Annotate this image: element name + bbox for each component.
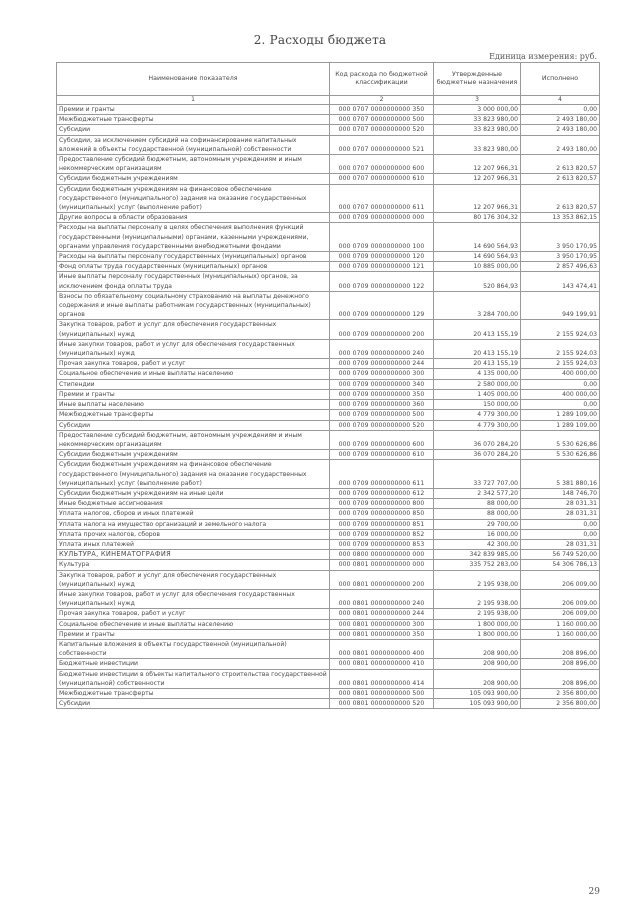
table-row <box>57 688 600 698</box>
table-row <box>57 262 600 272</box>
table-row <box>57 379 600 389</box>
row-name-cell: Бюджетные инвестиции <box>57 659 330 669</box>
row-executed-cell: 28 031,31 <box>521 539 600 549</box>
table-row <box>57 105 600 115</box>
table-header-row <box>57 63 600 96</box>
table-row <box>57 389 600 399</box>
row-name-cell: Иные выплаты населению <box>57 400 330 410</box>
row-approved-cell: 4 135 000,00 <box>434 369 521 379</box>
page-number: 29 <box>588 887 600 897</box>
row-code-cell: 000 0801 0000000000 410 <box>330 659 434 669</box>
table-row <box>57 639 600 658</box>
row-executed-cell: 2 613 820,57 <box>521 174 600 184</box>
row-executed-cell: 0,00 <box>521 105 600 115</box>
row-executed-cell: 143 474,41 <box>521 272 600 291</box>
row-approved-cell: 10 885 000,00 <box>434 262 521 272</box>
row-code-cell: 000 0709 0000000000 240 <box>330 339 434 358</box>
row-approved-cell: 520 864,93 <box>434 272 521 291</box>
row-name-cell: Прочая закупка товаров, работ и услуг <box>57 359 330 369</box>
row-executed-cell: 1 160 000,00 <box>521 619 600 629</box>
row-approved-cell: 36 070 284,20 <box>434 430 521 449</box>
table-row <box>57 450 600 460</box>
row-executed-cell: 28 031,31 <box>521 509 600 519</box>
table-row <box>57 669 600 688</box>
row-executed-cell: 206 009,00 <box>521 570 600 589</box>
table-row <box>57 339 600 358</box>
row-approved-cell: 1 800 000,00 <box>434 629 521 639</box>
row-code-cell: 000 0709 0000000000 100 <box>330 223 434 252</box>
row-code-cell: 000 0801 0000000000 240 <box>330 589 434 608</box>
row-approved-cell: 335 752 283,00 <box>434 560 521 570</box>
row-executed-cell: 949 199,91 <box>521 291 600 320</box>
row-executed-cell: 400 000,00 <box>521 389 600 399</box>
row-name-cell: Взносы по обязательному социальному страхованию на выплаты денежного содержания и иные выплаты работникам государственных (муниципальных) органов <box>57 291 330 320</box>
table-row <box>57 369 600 379</box>
row-executed-cell: 208 896,00 <box>521 669 600 688</box>
row-approved-cell: 208 900,00 <box>434 639 521 658</box>
row-approved-cell: 208 900,00 <box>434 659 521 669</box>
row-code-cell: 000 0801 0000000000 200 <box>330 570 434 589</box>
row-approved-cell: 1 800 000,00 <box>434 619 521 629</box>
row-name-cell: Предоставление субсидий бюджетным, автономным учреждениям и иным некоммерческим организациям <box>57 155 330 174</box>
row-executed-cell: 5 530 626,86 <box>521 450 600 460</box>
row-approved-cell: 14 690 564,93 <box>434 252 521 262</box>
row-name-cell: Капитальные вложения в объекты государственной (муниципальной) собственности <box>57 639 330 658</box>
row-approved-cell: 12 207 966,31 <box>434 184 521 213</box>
row-name-cell: Уплата налогов, сборов и иных платежей <box>57 509 330 519</box>
row-code-cell: 000 0707 0000000000 611 <box>330 184 434 213</box>
table-row <box>57 519 600 529</box>
row-approved-cell: 2 342 577,20 <box>434 488 521 498</box>
row-approved-cell: 33 823 980,00 <box>434 125 521 135</box>
row-approved-cell: 4 779 300,00 <box>434 420 521 430</box>
row-approved-cell: 33 823 980,00 <box>434 135 521 154</box>
table-row <box>57 629 600 639</box>
row-executed-cell: 54 306 786,13 <box>521 560 600 570</box>
row-approved-cell: 1 405 000,00 <box>434 389 521 399</box>
table-row <box>57 560 600 570</box>
table-row <box>57 252 600 262</box>
row-approved-cell: 4 779 300,00 <box>434 410 521 420</box>
row-approved-cell: 88 000,00 <box>434 499 521 509</box>
row-executed-cell: 2 493 180,00 <box>521 115 600 125</box>
row-approved-cell: 36 070 284,20 <box>434 450 521 460</box>
row-code-cell: 000 0709 0000000000 121 <box>330 262 434 272</box>
row-code-cell: 000 0709 0000000000 129 <box>330 291 434 320</box>
row-approved-cell: 20 413 155,19 <box>434 320 521 339</box>
row-approved-cell: 3 000 000,00 <box>434 105 521 115</box>
table-row <box>57 430 600 449</box>
row-executed-cell: 28 031,31 <box>521 499 600 509</box>
row-executed-cell: 56 749 520,00 <box>521 550 600 560</box>
row-approved-cell: 2 195 938,00 <box>434 570 521 589</box>
row-approved-cell: 2 195 938,00 <box>434 589 521 608</box>
row-approved-cell: 105 093 900,00 <box>434 699 521 709</box>
row-code-cell: 000 0801 0000000000 244 <box>330 609 434 619</box>
row-approved-cell: 12 207 966,31 <box>434 174 521 184</box>
row-approved-cell: 33 823 980,00 <box>434 115 521 125</box>
row-executed-cell: 3 950 170,95 <box>521 252 600 262</box>
row-code-cell: 000 0709 0000000000 612 <box>330 488 434 498</box>
table-row <box>57 184 600 213</box>
row-executed-cell: 5 381 880,16 <box>521 460 600 489</box>
col-header-code: Код расхода по бюджетной классификации <box>330 63 434 96</box>
row-code-cell: 000 0709 0000000000 340 <box>330 379 434 389</box>
row-executed-cell: 2 613 820,57 <box>521 155 600 174</box>
row-code-cell: 000 0709 0000000000 122 <box>330 272 434 291</box>
row-executed-cell: 2 356 800,00 <box>521 699 600 709</box>
row-code-cell: 000 0709 0000000000 500 <box>330 410 434 420</box>
row-code-cell: 000 0709 0000000000 610 <box>330 450 434 460</box>
col-number: 4 <box>521 96 600 105</box>
table-row <box>57 699 600 709</box>
table-body <box>57 105 600 709</box>
row-executed-cell: 208 896,00 <box>521 659 600 669</box>
row-name-cell: Субсидии <box>57 125 330 135</box>
row-name-cell: Закупка товаров, работ и услуг для обеспечения государственных (муниципальных) нужд <box>57 320 330 339</box>
row-approved-cell: 3 284 700,00 <box>434 291 521 320</box>
row-approved-cell: 16 000,00 <box>434 529 521 539</box>
row-code-cell: 000 0707 0000000000 600 <box>330 155 434 174</box>
table-row <box>57 125 600 135</box>
table-row <box>57 509 600 519</box>
row-code-cell: 000 0709 0000000000 851 <box>330 519 434 529</box>
unit-label: Единица измерения: руб. <box>489 52 597 61</box>
row-code-cell: 000 0801 0000000000 300 <box>330 619 434 629</box>
row-name-cell: Иные закупки товаров, работ и услуг для обеспечения государственных (муниципальных) нужд <box>57 339 330 358</box>
table-row <box>57 320 600 339</box>
row-approved-cell: 208 900,00 <box>434 669 521 688</box>
table-row <box>57 410 600 420</box>
row-code-cell: 000 0709 0000000000 120 <box>330 252 434 262</box>
row-executed-cell: 2 155 924,03 <box>521 339 600 358</box>
row-name-cell: Субсидии <box>57 420 330 430</box>
row-approved-cell: 80 176 304,32 <box>434 213 521 223</box>
row-code-cell: 000 0801 0000000000 520 <box>330 699 434 709</box>
row-executed-cell: 5 530 626,86 <box>521 430 600 449</box>
table-row <box>57 359 600 369</box>
row-name-cell: Стипендии <box>57 379 330 389</box>
row-name-cell: Межбюджетные трансферты <box>57 115 330 125</box>
row-executed-cell: 400 000,00 <box>521 369 600 379</box>
row-name-cell: Иные закупки товаров, работ и услуг для обеспечения государственных (муниципальных) нужд <box>57 589 330 608</box>
row-executed-cell: 2 155 924,03 <box>521 320 600 339</box>
row-code-cell: 000 0707 0000000000 521 <box>330 135 434 154</box>
row-executed-cell: 0,00 <box>521 519 600 529</box>
row-code-cell: 000 0709 0000000000 360 <box>330 400 434 410</box>
row-executed-cell: 2 613 820,57 <box>521 184 600 213</box>
row-executed-cell: 2 493 180,00 <box>521 125 600 135</box>
row-code-cell: 000 0709 0000000000 300 <box>330 369 434 379</box>
table-row <box>57 550 600 560</box>
row-name-cell: Социальное обеспечение и иные выплаты населению <box>57 619 330 629</box>
row-name-cell: КУЛЬТУРА, КИНЕМАТОГРАФИЯ <box>57 550 330 560</box>
row-executed-cell: 2 857 496,63 <box>521 262 600 272</box>
row-code-cell: 000 0707 0000000000 350 <box>330 105 434 115</box>
row-code-cell: 000 0709 0000000000 800 <box>330 499 434 509</box>
row-code-cell: 000 0707 0000000000 500 <box>330 115 434 125</box>
row-name-cell: Субсидии бюджетным учреждениям на финансовое обеспечение государственного (муниципального) задания на оказание государственных (муниципальных) услуг (выполнение работ) <box>57 460 330 489</box>
row-code-cell: 000 0709 0000000000 000 <box>330 213 434 223</box>
row-approved-cell: 88 000,00 <box>434 509 521 519</box>
row-name-cell: Иные бюджетные ассигнования <box>57 499 330 509</box>
row-name-cell: Субсидии, за исключением субсидий на софинансирование капитальных вложений в объекты государственной (муниципальной) собственности <box>57 135 330 154</box>
col-number: 3 <box>434 96 521 105</box>
row-name-cell: Иные выплаты персоналу государственных (муниципальных) органов, за исключением фонда оплаты труда <box>57 272 330 291</box>
row-name-cell: Фонд оплаты труда государственных (муниципальных) органов <box>57 262 330 272</box>
table-row <box>57 155 600 174</box>
table-row <box>57 609 600 619</box>
row-approved-cell: 2 580 000,00 <box>434 379 521 389</box>
table-row <box>57 619 600 629</box>
row-executed-cell: 206 009,00 <box>521 589 600 608</box>
row-executed-cell: 2 155 924,03 <box>521 359 600 369</box>
row-name-cell: Культура <box>57 560 330 570</box>
row-executed-cell: 206 009,00 <box>521 609 600 619</box>
row-approved-cell: 29 700,00 <box>434 519 521 529</box>
row-name-cell: Субсидии бюджетным учреждениям на финансовое обеспечение государственного (муниципального) задания на оказание государственных (муниципальных) услуг (выполнение работ) <box>57 184 330 213</box>
expenses-table <box>56 62 600 709</box>
row-code-cell: 000 0709 0000000000 520 <box>330 420 434 430</box>
table-row <box>57 488 600 498</box>
row-executed-cell: 0,00 <box>521 529 600 539</box>
table-row <box>57 589 600 608</box>
row-name-cell: Межбюджетные трансферты <box>57 688 330 698</box>
row-code-cell: 000 0801 0000000000 350 <box>330 629 434 639</box>
col-number: 1 <box>57 96 330 105</box>
table-row <box>57 659 600 669</box>
row-name-cell: Бюджетные инвестиции в объекты капитального строительства государственной (муниципальной) собственности <box>57 669 330 688</box>
row-executed-cell: 0,00 <box>521 379 600 389</box>
row-code-cell: 000 0801 0000000000 400 <box>330 639 434 658</box>
row-code-cell: 000 0801 0000000000 500 <box>330 688 434 698</box>
row-name-cell: Уплата прочих налогов, сборов <box>57 529 330 539</box>
row-approved-cell: 12 207 966,31 <box>434 155 521 174</box>
row-executed-cell: 1 289 109,00 <box>521 410 600 420</box>
row-approved-cell: 42 300,00 <box>434 539 521 549</box>
col-number: 2 <box>330 96 434 105</box>
row-name-cell: Расходы на выплаты персоналу в целях обеспечения выполнения функций государственными (муниципальными) органами, казенными учреждениями, органами управления государственными внебюджетными фондами <box>57 223 330 252</box>
table-row <box>57 570 600 589</box>
row-approved-cell: 342 839 985,00 <box>434 550 521 560</box>
row-executed-cell: 0,00 <box>521 400 600 410</box>
row-name-cell: Уплата налога на имущество организаций и земельного налога <box>57 519 330 529</box>
table-row <box>57 529 600 539</box>
row-code-cell: 000 0709 0000000000 852 <box>330 529 434 539</box>
row-name-cell: Предоставление субсидий бюджетным, автономным учреждениям и иным некоммерческим организациям <box>57 430 330 449</box>
row-approved-cell: 150 000,00 <box>434 400 521 410</box>
row-code-cell: 000 0800 0000000000 000 <box>330 550 434 560</box>
row-name-cell: Межбюджетные трансферты <box>57 410 330 420</box>
col-header-approved: Утвержденные бюджетные назначения <box>434 63 521 96</box>
row-code-cell: 000 0709 0000000000 244 <box>330 359 434 369</box>
row-name-cell: Субсидии бюджетным учреждениям <box>57 174 330 184</box>
col-header-executed: Исполнено <box>521 63 600 96</box>
row-code-cell: 000 0801 0000000000 000 <box>330 560 434 570</box>
table-row <box>57 223 600 252</box>
row-approved-cell: 33 727 707,00 <box>434 460 521 489</box>
row-name-cell: Расходы на выплаты персоналу государственных (муниципальных) органов <box>57 252 330 262</box>
row-code-cell: 000 0709 0000000000 600 <box>330 430 434 449</box>
row-code-cell: 000 0709 0000000000 611 <box>330 460 434 489</box>
table-row <box>57 135 600 154</box>
row-code-cell: 000 0709 0000000000 200 <box>330 320 434 339</box>
row-name-cell: Премии и гранты <box>57 629 330 639</box>
table-row <box>57 115 600 125</box>
row-name-cell: Субсидии бюджетным учреждениям на иные цели <box>57 488 330 498</box>
row-executed-cell: 1 160 000,00 <box>521 629 600 639</box>
table-row <box>57 400 600 410</box>
row-name-cell: Премии и гранты <box>57 105 330 115</box>
table-row <box>57 539 600 549</box>
row-name-cell: Другие вопросы в области образования <box>57 213 330 223</box>
row-approved-cell: 105 093 900,00 <box>434 688 521 698</box>
row-code-cell: 000 0801 0000000000 414 <box>330 669 434 688</box>
row-executed-cell: 208 896,00 <box>521 639 600 658</box>
row-executed-cell: 1 289 109,00 <box>521 420 600 430</box>
row-code-cell: 000 0707 0000000000 520 <box>330 125 434 135</box>
table-row <box>57 174 600 184</box>
row-name-cell: Социальное обеспечение и иные выплаты населению <box>57 369 330 379</box>
row-executed-cell: 2 356 800,00 <box>521 688 600 698</box>
row-name-cell: Субсидии <box>57 699 330 709</box>
table-row <box>57 291 600 320</box>
row-executed-cell: 3 950 170,95 <box>521 223 600 252</box>
table-row <box>57 420 600 430</box>
table-row <box>57 460 600 489</box>
row-name-cell: Уплата иных платежей <box>57 539 330 549</box>
row-approved-cell: 2 195 938,00 <box>434 609 521 619</box>
row-code-cell: 000 0707 0000000000 610 <box>330 174 434 184</box>
row-approved-cell: 20 413 155,19 <box>434 339 521 358</box>
row-approved-cell: 20 413 155,19 <box>434 359 521 369</box>
row-executed-cell: 2 493 180,00 <box>521 135 600 154</box>
table-row <box>57 213 600 223</box>
row-name-cell: Субсидии бюджетным учреждениям <box>57 450 330 460</box>
row-name-cell: Закупка товаров, работ и услуг для обеспечения государственных (муниципальных) нужд <box>57 570 330 589</box>
column-number-row <box>57 96 600 105</box>
table-row <box>57 272 600 291</box>
row-name-cell: Прочая закупка товаров, работ и услуг <box>57 609 330 619</box>
row-code-cell: 000 0709 0000000000 853 <box>330 539 434 549</box>
table-row <box>57 499 600 509</box>
row-executed-cell: 13 353 862,15 <box>521 213 600 223</box>
row-executed-cell: 148 746,70 <box>521 488 600 498</box>
page-title: 2. Расходы бюджета <box>253 33 387 47</box>
row-code-cell: 000 0709 0000000000 850 <box>330 509 434 519</box>
row-code-cell: 000 0709 0000000000 350 <box>330 389 434 399</box>
col-header-name: Наименование показателя <box>57 63 330 96</box>
row-approved-cell: 14 690 564,93 <box>434 223 521 252</box>
row-name-cell: Премии и гранты <box>57 389 330 399</box>
